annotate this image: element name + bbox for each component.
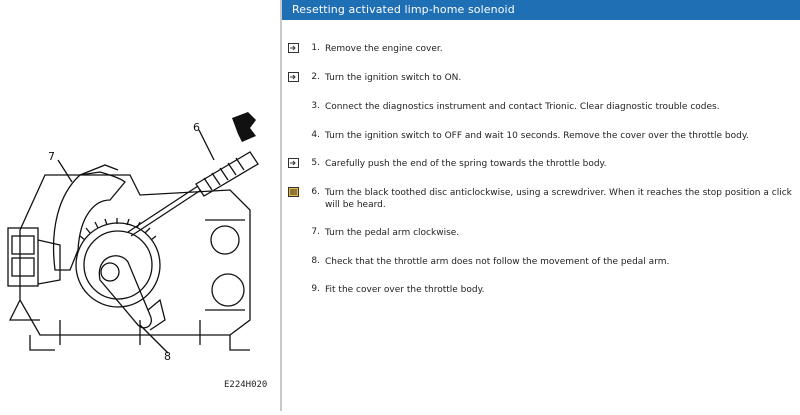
- step-text: Connect the diagnostics instrument and contact Trionic. Clear diagnostic trouble codes.: [325, 102, 720, 112]
- step-number: 7.: [311, 227, 320, 237]
- callout-6: 6: [193, 121, 200, 134]
- step-text: Fit the cover over the throttle body.: [325, 285, 485, 295]
- step-number: 2.: [311, 72, 320, 82]
- tool-doc-icon[interactable]: [288, 43, 299, 53]
- step-text: Turn the ignition switch to ON.: [325, 73, 462, 83]
- step-text: Turn the ignition switch to OFF and wait 10 seconds. Remove the cover over the throttle body.: [325, 131, 749, 141]
- step-text: Turn the pedal arm clockwise.: [325, 228, 460, 238]
- tool-doc-icon[interactable]: [288, 72, 299, 82]
- figure-code: E224H020: [224, 380, 268, 390]
- callout-7: 7: [48, 150, 55, 163]
- step-text: Turn the black toothed disc anticlockwise, using a screwdriver. When it reaches the stop position a click will be heard.: [325, 188, 792, 210]
- step-number: 6.: [311, 187, 320, 197]
- illustration-icon[interactable]: [288, 187, 299, 197]
- step-number: 1.: [311, 43, 320, 53]
- step-text: Remove the engine cover.: [325, 44, 443, 54]
- step-number: 5.: [311, 158, 320, 168]
- step-number: 9.: [311, 284, 320, 294]
- step-number: 4.: [311, 130, 320, 140]
- procedure-title: Resetting activated limp-home solenoid: [282, 0, 800, 20]
- illustration-pane: [0, 0, 280, 411]
- step-text: Check that the throttle arm does not follow the movement of the pedal arm.: [325, 257, 670, 267]
- step-number: 8.: [311, 256, 320, 266]
- callout-8: 8: [164, 350, 171, 363]
- procedure-pane: [282, 0, 800, 411]
- step-text: Carefully push the end of the spring towards the throttle body.: [325, 159, 607, 169]
- throttle-body-illustration: [0, 0, 280, 411]
- step-number: 3.: [311, 101, 320, 111]
- tool-doc-icon[interactable]: [288, 158, 299, 168]
